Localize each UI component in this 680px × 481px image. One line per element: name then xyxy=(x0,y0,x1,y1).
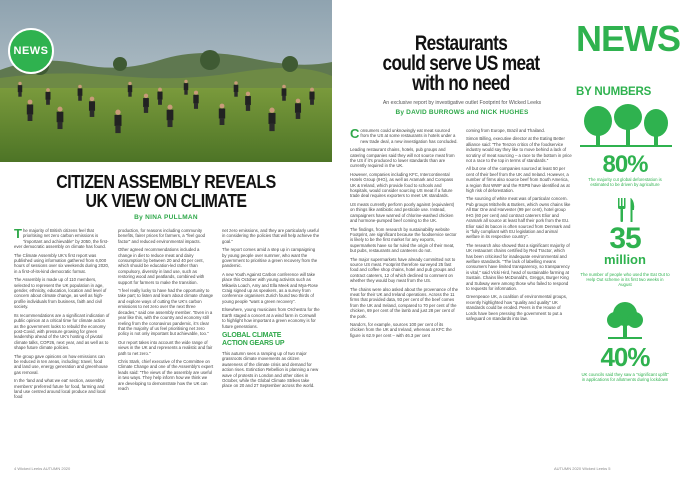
person-silhouette xyxy=(57,107,64,129)
person-silhouette xyxy=(27,100,33,121)
global-climate-subhead xyxy=(222,332,320,348)
paragraph: All but one of the companies sourced at least 50 per cent of their beef from the UK and Ireland. However, a number of firms also source beef from South America, a region that WWF and the RSPB have identified as at high risk of deforestation. xyxy=(466,166,570,194)
paragraph: Other agreed recommendations included a change in diet to reduce meat and dairy consumption by between 20 and 40 per cent, which should be education-led rather than compulsory, diversity in land use, such as restoring wood and peatlands, combined with support for farmers to make the transition. xyxy=(118,247,205,285)
paragraph: Our report takes into account the wide range of views in the UK and represents a realistic and fair path to net zero." xyxy=(118,339,213,356)
assembly-column-1 xyxy=(14,228,110,403)
assembly-headline-line1: CITIZEN ASSEMBLY REVEALS xyxy=(56,171,276,192)
paragraph: Consumers could unknowingly eat meat sourced from the US at some restaurants in hotels under a new trade deal, a new investigation has concluded. xyxy=(350,126,458,144)
paragraph: The research also showed that a significant majority of UK restaurant chains certified by Red Tractor, which has been criticised for inadequate environmental and welfare standards. "The lack of labelling means consumers have limited transparency, so transparency is vital," said Vicki Hird, head of sustainable farming at Sustain. Chains like McDonald's, Greggs, Burger King and Subway were among those who failed to respond to requests for information. xyxy=(466,242,570,291)
person-silhouette xyxy=(128,82,132,97)
paragraph: production, for reasons including community benefits, fairer prices for farmers, a "feel good factor" and reduced environmental impacts. xyxy=(118,228,206,244)
person-silhouette xyxy=(234,81,239,96)
stat-35-unit: million xyxy=(604,252,646,267)
paragraph: The findings, from research by sustainability website Footprint, are significant because the foodservice sector is likely to be the first market for any exports, supermarkets have so far ruled the origin of their meat, but pubs, restaurants and canteens do not. xyxy=(350,226,457,254)
cutlery-icon xyxy=(614,196,638,224)
drop-cap: T xyxy=(14,226,22,241)
stat-80-percent: 80% xyxy=(602,151,648,178)
global-climate-subhead-line1: GLOBAL CLIMATE xyxy=(222,331,282,339)
paragraph: Its recommendations are a significant indication of public opinion at a critical time for climate action as the government looks to rebuild the economy post-Covid, with pressure growing for green leadership ahead of the UK's hosting of pivotal climate talks, COP26, next year, and as well as to shape future climate policies. xyxy=(14,312,110,351)
person-silhouette xyxy=(245,92,251,111)
sidebar-title: NEWS xyxy=(576,18,680,59)
restaurants-headline-line1: Restaurants xyxy=(414,32,508,55)
global-climate-subhead-line2: ACTION GEARS UP xyxy=(222,339,285,347)
paragraph: Greenpeace UK, a coalition of environmental groups, recently highlighted how "quality and quality" UK standards could be eroded. Peers in the House of Lords have been pressing the government to put a safeguard on standards into law. xyxy=(466,294,568,321)
stat-35-caption: The number of people who used the Eat Out to Help Out scheme in its first two weeks in August xyxy=(580,272,670,288)
restaurants-byline: By DAVID BURROWS and NICK HUGHES xyxy=(395,109,529,116)
paragraph: A new Youth Against Carbon conference will take place this October with young activists such as Mikaela Loach, Amy and Ella Meek and Mya-Rose Craig signed up as speakers, as a survey from conference organisers Zurich found two thirds of young people "want a green recovery". xyxy=(222,271,319,304)
person-silhouette xyxy=(143,94,149,113)
person-silhouette xyxy=(18,82,22,97)
assembly-headline-line2: UK VIEW ON CLIMATE xyxy=(85,190,247,211)
paragraph: US meats currently perform poorly against (equivalent) on things like antibiotic and pesticide use. Instead, campaigners have warned of chlorine-washed chicken and hormone-pumped beef coming to the UK. xyxy=(350,201,455,224)
stat-40-percent: 40% xyxy=(600,342,650,372)
person-silhouette xyxy=(309,88,314,105)
paragraph: net zero emissions, and they are particularly useful in considering the policies that will help achieve the goal." xyxy=(222,228,320,244)
person-silhouette xyxy=(193,91,198,109)
person-silhouette xyxy=(167,105,174,127)
stat-80-caption: The majority cut global deforestation is estimated to be driven by agriculture xyxy=(588,177,662,188)
paragraph: Nando's, for example, sources 100 per cent of its chicken from the UK and Ireland, whereas at KFC the figure is 62.9 per cent – with 46.3 per cent xyxy=(350,322,452,338)
paragraph: coming from Europe, Brazil and Thailand. xyxy=(466,128,545,133)
assembly-byline: By NINA PULLMAN xyxy=(134,214,198,221)
news-section-badge: NEWS xyxy=(8,28,54,74)
news-by-numbers-sidebar xyxy=(576,18,680,469)
drop-cap: C xyxy=(350,126,360,141)
paragraph: Chris Stark, chief executive of the Committee on Climate Change and one of the Assembly's expert leads said: "The views of the assembly are useful in two ways. They help inform how we think we are developing to demonstrate how the UK can reach xyxy=(118,358,214,391)
person-silhouette xyxy=(46,88,51,105)
assembly-headline xyxy=(35,172,296,210)
person-silhouette xyxy=(282,85,287,101)
left-page xyxy=(0,0,332,481)
paragraph: Simon Billing, executive director at the Eating Better alliance said: "The Tenzon critics of the foodservice industry would say they like to move behind a lack of scrutiny of meat sourcing – a race to the bottom in price not a race to the top in terms of standards." xyxy=(466,136,572,164)
restaurants-headline-line2: could serve US meat xyxy=(382,52,540,75)
person-silhouette xyxy=(114,110,121,134)
person-silhouette xyxy=(268,108,275,132)
paragraph: The Climate Assembly UK's first report was published using information gathered from 6,000 hours of sessions over six weekends during 2020, in a first-of-its-kind democratic format. xyxy=(14,252,110,274)
assembly-column-3 xyxy=(222,228,320,392)
tree-icon xyxy=(602,300,648,340)
paragraph: Elsewhere, young musicians from Orchestra for the Earth staged a concert at a wind farm in Cornwall to highlight how important a green economy is for future generations. xyxy=(222,307,320,329)
paragraph: Leading restaurant chains, hotels, pub groups and catering companies said they will not source meat from the US if it's produced to lower standards than are currently required in the UK. xyxy=(350,147,455,169)
stat-35-million: 35 xyxy=(609,222,641,255)
right-folio: AUTUMN 2020 Wicked Leeks 5 xyxy=(554,466,611,471)
paragraph: However, companies including KFC, Intercontinental Hotels Group (IHG), as well as Aramark and Compass UK & Ireland, which provide food to schools and hospitals, would consider sourcing US meat if a future trade deal requires exporters to meet UK standards. xyxy=(350,171,454,199)
sidebar-subtitle: BY NUMBERS xyxy=(576,86,652,98)
restaurants-standfirst: An exclusive report by investigative outlet Footprint for Wicked Leeks xyxy=(382,100,542,106)
assembly-column-2 xyxy=(118,228,214,394)
restaurants-column-1 xyxy=(350,128,458,341)
stat-40-caption: UK councils said they saw a "significant uplift" in applications for allotments during lockdown xyxy=(581,372,669,383)
paragraph: The chains were also asked about the provenance of the meat for their UK and Ireland operations. Across the 11 firms that provided data, 93 per cent of the beef comes from the UK and Ireland, compared to 70 per cent of the chicken, 69 per cent of the lamb and just 28 per cent of the pork. xyxy=(350,286,458,319)
paragraph: The group gave opinions on how emissions can be reduced in ten areas, including: travel, food and land use, energy generation and greenhouse gas removal. xyxy=(14,353,108,375)
field-photo-illustration xyxy=(0,0,332,162)
left-folio: 4 Wicked Leeks AUTUMN 2020 xyxy=(14,466,71,471)
restaurants-headline-line3: with no need xyxy=(412,72,510,95)
person-silhouette xyxy=(89,97,95,117)
paragraph: "I feel really lucky to have had the opportunity to take part; to listen and learn about climate change and explore ways of cutting the UK's carbon emissions to net zero over the next three decades," said one assembly member. "Even in a year like this, with the country and economy still reeling from the coronavirus pandemic, it's clear that the majority of us feel prioritising net zero policy is not only important but achievable, too." xyxy=(118,288,214,337)
person-silhouette xyxy=(184,80,188,95)
paragraph: The major supermarkets have already committed not to source US meat. Footprint therefore surveyed 25 fast food and coffee shop chains, hotel and pub groups and contract caterers, 12 of which declined to comment on whether they would buy meat from the US. xyxy=(350,256,456,284)
trees-icon xyxy=(580,104,672,148)
assembly-photo xyxy=(0,0,332,162)
person-silhouette xyxy=(157,88,162,105)
paragraph: The majority of British citizens feel that prioritising net zero carbon emissions is "important and achievable" by 2050, the first-ever democratic assembly on climate has found. xyxy=(14,226,109,250)
restaurants-column-2 xyxy=(466,128,572,324)
restaurants-headline xyxy=(368,34,553,94)
person-silhouette xyxy=(219,104,225,125)
paragraph: This autumn sees a ramping up of two major grassroots climate movements as citizen awareness of the climate crisis and demand for action rises. Extinction Rebellion is planning a new wave of protests in London and other cities in October, while the Global Climate Strikes take place on 20 and 27 September across the world. xyxy=(222,350,319,389)
paragraph: The report comes amid a step up in campaigning by young people over summer, who want the government to prioritise a green recovery from the pandemic. xyxy=(222,247,318,269)
paragraph: The Assembly is made up of 110 members, selected to represent the UK population in age, gender, ethnicity, education, location and level of concern about climate change, as well as high-profile individuals from business, faith and civil society. xyxy=(14,277,107,310)
person-silhouette xyxy=(295,99,301,119)
paragraph: The sourcing of white meat was of particular concern. Pub groups Mitchells & Butlers, which owns chains like All Bar One and Harvester (99 per cent), hotel group IHG (60 per cent) and contract caterers Elior and Aramark all source at least half their pork from the EU. Elior said its bacon is often sourced from Denmark and is "fully compliant with EU legislation and animal welfare in its respective country". xyxy=(466,196,571,240)
person-silhouette xyxy=(78,85,83,101)
paragraph: In the 'land and what we eat' section, assembly members' preferred future for food, farming and land use centred around local produce and local food xyxy=(14,378,106,400)
